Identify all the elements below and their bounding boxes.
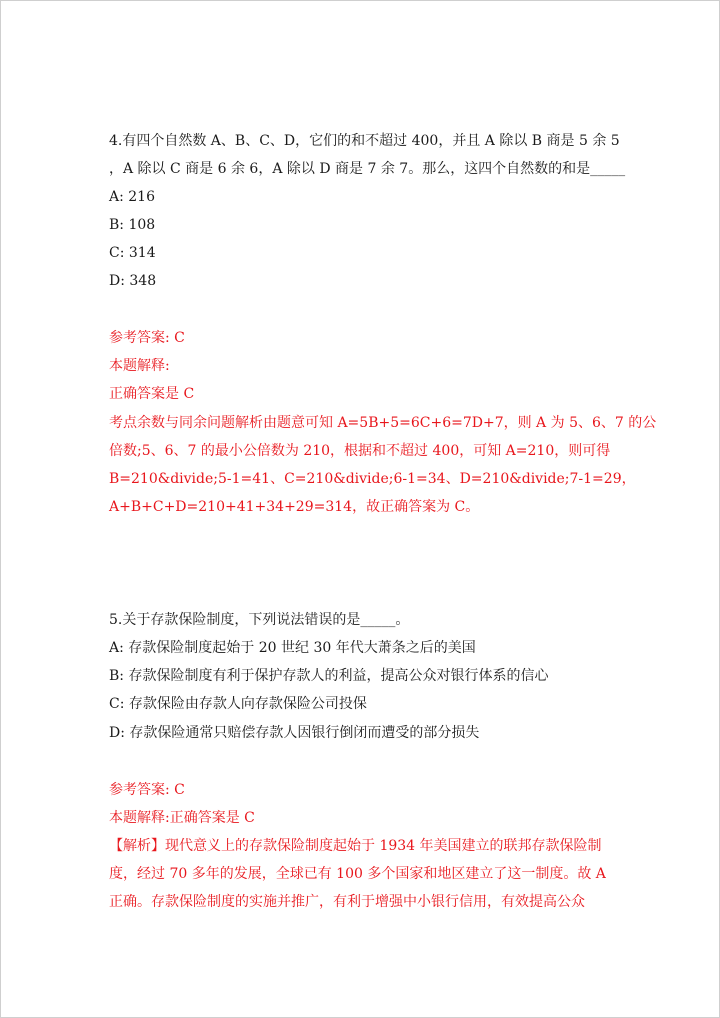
q5-explanation-line-3: 正确。存款保险制度的实施并推广，有利于增强中小银行信用，有效提高公众 <box>109 894 585 910</box>
q4-explanation-line-4: A+B+C+D=210+41+34+29=314，故正确答案为 C。 <box>109 499 480 515</box>
q5-explanation-line-2: 度，经过 70 多年的发展，全球已有 100 多个国家和地区建立了这一制度。故 A <box>109 866 606 882</box>
q5-stem: 5.关于存款保险制度，下列说法错误的是_____。 <box>109 612 410 628</box>
q4-stem-line-2: ，A 除以 C 商是 6 余 6，A 除以 D 商是 7 余 7。那么，这四个自然数的和是_____ <box>109 161 626 177</box>
q5-answer-label: 参考答案: C <box>109 782 185 798</box>
q5-explanation-line-1: 【解析】现代意义上的存款保险制度起始于 1934 年美国建立的联邦存款保险制 <box>109 838 602 854</box>
q5-analysis-line: 本题解释:正确答案是 C <box>109 810 255 826</box>
q4-option-c: C: 314 <box>109 245 156 261</box>
q4-explanation-line-3: B=210&divide;5-1=41、C=210&divide;6-1=34、D=210&divide;7-1=29， <box>109 471 636 487</box>
q5-option-c: C: 存款保险由存款人向存款保险公司投保 <box>109 696 367 712</box>
q4-stem-line-1: 4.有四个自然数 A、B、C、D，它们的和不超过 400，并且 A 除以 B 商是 5 余 5 <box>109 133 620 149</box>
q4-option-b: B: 108 <box>109 217 156 233</box>
q5-option-d: D: 存款保险通常只赔偿存款人因银行倒闭而遭受的部分损失 <box>109 725 480 741</box>
q4-answer-label: 参考答案: C <box>109 330 185 346</box>
q5-option-b: B: 存款保险制度有利于保护存款人的利益，提高公众对银行体系的信心 <box>109 668 549 684</box>
q4-analysis-label: 本题解释: <box>109 358 170 374</box>
q4-correct-answer: 正确答案是 C <box>109 386 195 402</box>
q4-option-d: D: 348 <box>109 273 157 289</box>
q4-explanation-line-2: 倍数;5、6、7 的最小公倍数为 210，根据和不超过 400，可知 A=210，则可得 <box>109 443 611 459</box>
q4-explanation-line-1: 考点余数与同余问题解析由题意可知 A=5B+5=6C+6=7D+7，则 A 为 5、6、7 的公 <box>109 415 657 431</box>
q4-option-a: A: 216 <box>109 189 155 205</box>
q5-option-a: A: 存款保险制度起始于 20 世纪 30 年代大萧条之后的美国 <box>109 640 476 656</box>
